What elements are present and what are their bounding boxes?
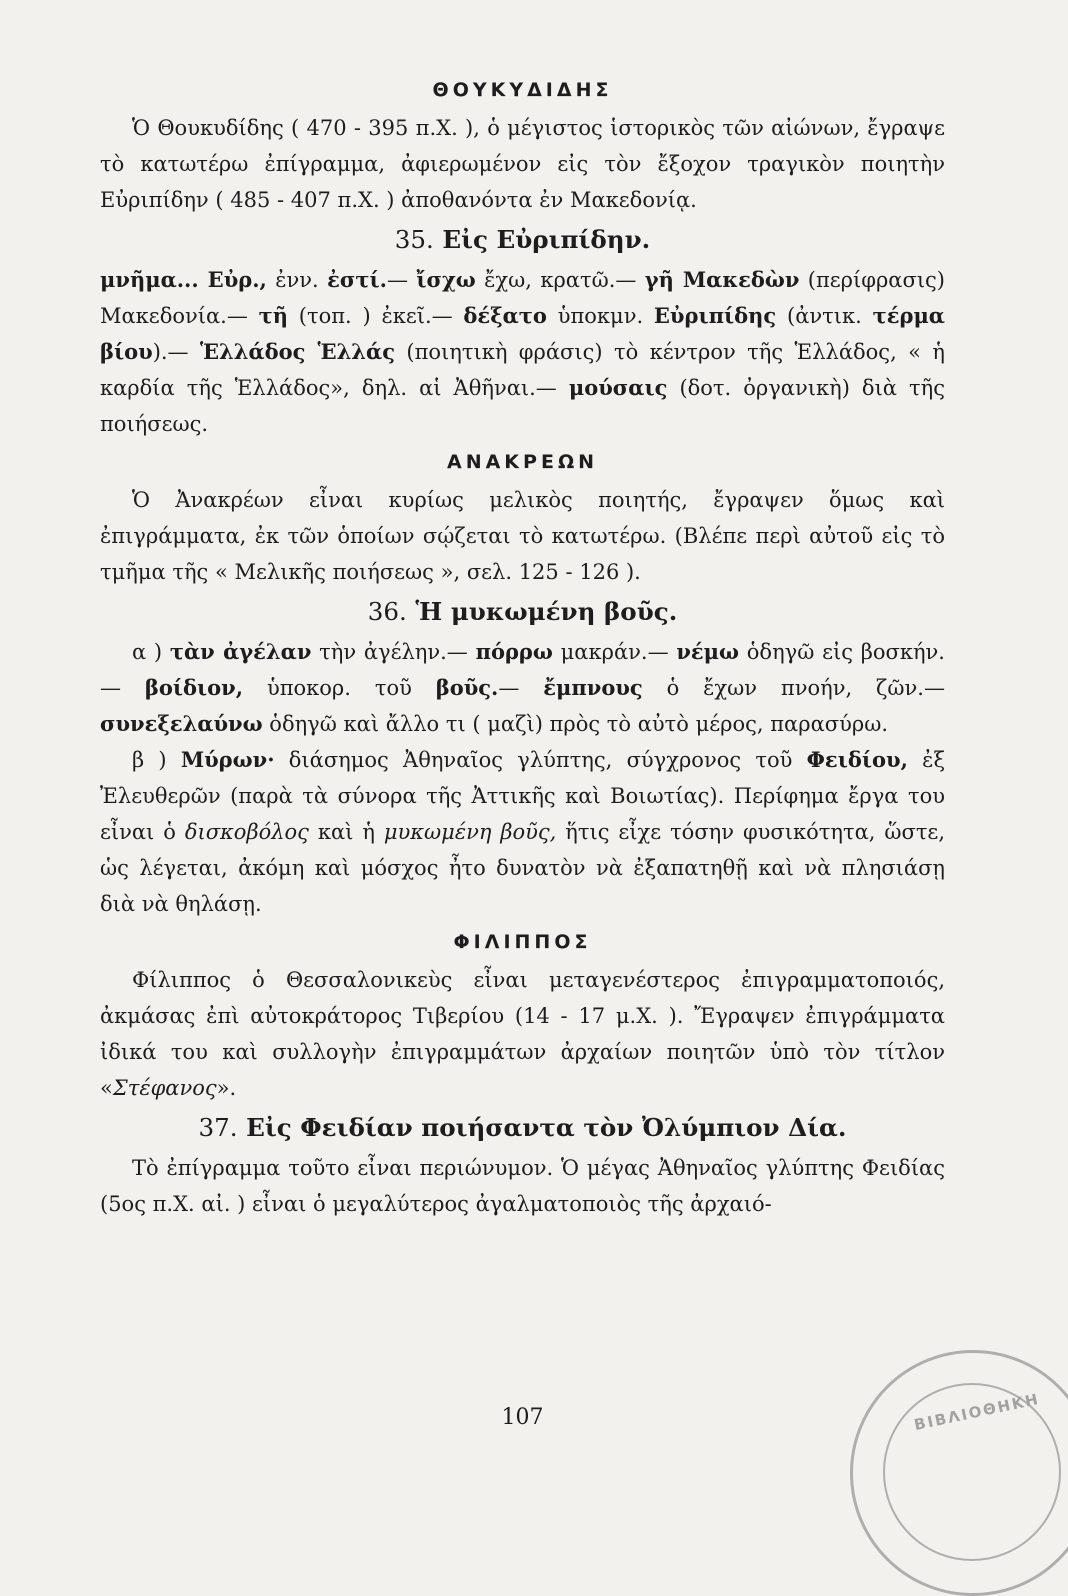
note-text: ὑποκορ. τοῦ: [243, 676, 436, 700]
epigram-number: 37.: [198, 1113, 238, 1142]
note-text: μακράν.—: [552, 640, 677, 664]
intro-paragraph-thucydides: Ὁ Θουκυδίδης ( 470 - 395 π.Χ. ), ὁ μέγιστος ἱστορικὸς τῶν αἰώνων, ἔγραψε τὸ κατωτέρω ἐπίγραμμα, ἀφιερωμένον εἰς τὸν ἔξοχον τραγικὸν ποιητὴν Εὐριπίδην ( 485 - 407 π.Χ. ) ἀποθανόντα ἐν Μακεδονίᾳ.: [100, 116, 945, 212]
stamp-text: ΒΙΒΛΙΟΘΗΚΗ: [912, 1389, 1042, 1435]
note-text: διάσημος Ἀθηναῖος γλύπτης, σύγχρονος τοῦ: [274, 748, 807, 772]
epigram-number: 36.: [367, 597, 407, 626]
note-text: τὴν ἀγέλην.—: [311, 640, 476, 664]
note-text: καὶ ἡ: [308, 820, 384, 844]
lemma-term: ἴσχω: [416, 267, 476, 292]
note-text: ὁδηγῶ εἰς βοσκήν.—: [100, 640, 945, 700]
lemma-term: Φειδίου,: [806, 747, 908, 772]
lemma-term: μνῆμα... Εὐρ.,: [100, 267, 267, 292]
note-text: ἥτις εἶχε τόσην φυσικότητα, ὥστε, ὡς λέγεται, ἀκόμη καὶ μόσχος ἦτο δυνατὸν νὰ ἐξαπατηθῇ καὶ νὰ πλησιάσῃ διὰ νὰ θηλάσῃ.: [100, 820, 945, 916]
note-text: ὁ ἔχων πνοήν, ζῶν.—: [642, 676, 945, 700]
lemma-term: δέξατο: [463, 303, 547, 328]
note-text: ἐνν.: [266, 268, 328, 292]
lemma-term: ἔμπνους: [543, 675, 643, 700]
note-text: (περίφρασις) Μακεδονία.—: [100, 268, 946, 328]
lemma-term: γῆ Μακεδὼν: [644, 267, 800, 292]
italic-term: δισκοβόλος: [184, 820, 309, 844]
epigram-number: 35.: [394, 225, 434, 254]
note-text: (τοπ. ) ἐκεῖ.—: [288, 304, 464, 328]
lemma-term: τέρμα βίου: [100, 303, 945, 364]
epigram-title-35: [100, 218, 945, 262]
intro-text-1: Φίλιππος ὁ Θεσσαλονικεὺς εἶναι μεταγενέστερος ἐπιγραμματοποιός, ἀκμάσας ἐπὶ αὐτοκράτορος Τιβερίου (14 - 17 μ.Χ. ). Ἔγραψεν ἐπιγράμματα ἰδικά του καὶ συλλογὴν ἐπιγραμμάτων ἀρχαίων ποιητῶν ὑπὸ τὸν τίτλον «: [100, 968, 945, 1100]
epigram-title-text: Εἰς Φειδίαν ποιήσαντα τὸν Ὀλύμπιον Δία.: [246, 1113, 847, 1142]
note-text: β ): [132, 748, 181, 772]
note-text: ).—: [152, 340, 200, 364]
epigram-title-37: [100, 1106, 945, 1150]
lemma-term: βοῦς.: [435, 675, 499, 700]
note-text: (δοτ. ὀργανικὴ) διὰ τῆς ποιήσεως.: [100, 376, 945, 436]
lemma-term: πόρρω: [475, 639, 553, 664]
intro-title-italic: Στέφανος: [112, 1076, 217, 1100]
note-text: —: [386, 268, 417, 292]
epigram-title-36: [100, 590, 945, 634]
note-text: ἐξ Ἐλευθερῶν (παρὰ τὰ σύνορα τῆς Ἀττικῆς καὶ Βοιωτίας). Περίφημα ἔργα του εἶναι ὁ: [100, 748, 946, 844]
lemma-term: Ἑλλάδος Ἑλλάς: [199, 339, 395, 364]
lemma-term: Μύρων·: [180, 747, 275, 772]
author-heading-anacreon: ΑΝΑΚΡΕΩΝ: [447, 451, 598, 473]
note-text: ὁδηγῶ καὶ ἄλλο τι ( μαζὶ) πρὸς τὸ αὐτὸ μέρος, παρασύρω.: [262, 712, 888, 736]
lemma-term: μούσαις: [568, 375, 668, 400]
epigram-title-text: Εἰς Εὐριπίδην.: [442, 225, 651, 254]
epigram-title-text: Ἡ μυκωμένη βοῦς.: [415, 597, 678, 626]
body-paragraph-37: Τὸ ἐπίγραμμα τοῦτο εἶναι περιώνυμον. Ὁ μέγας Ἀθηναῖος γλύπτης Φειδίας (5ος π.Χ. αἰ. ) εἶναι ὁ μεγαλύτερος ἀγαλματοποιὸς τῆς ἀρχαιό-: [100, 1156, 945, 1216]
note-text: (ἀντικ.: [776, 304, 873, 328]
note-text: —: [498, 676, 544, 700]
intro-paragraph-philippos: [100, 962, 945, 1106]
notes-paragraph-35: [100, 262, 945, 442]
document-page: [100, 70, 945, 1470]
lemma-term: τῆ: [258, 303, 289, 328]
note-text: α ): [132, 640, 170, 664]
lemma-term: ἐστί.: [327, 267, 387, 292]
note-text: ἔχω, κρατῶ.—: [475, 268, 645, 292]
intro-text-2: ».: [216, 1076, 237, 1100]
intro-paragraph-anacreon: Ὁ Ἀνακρέων εἶναι κυρίως μελικὸς ποιητής, ἔγραψεν ὅμως καὶ ἐπιγράμματα, ἐκ τῶν ὁποίων σῴζεται τὸ κατωτέρω. (Βλέπε περὶ αὐτοῦ εἰς τὸ τμῆμα τῆς « Μελικῆς ποιήσεως », σελ. 125 - 126 ).: [100, 488, 945, 584]
lemma-term: συνεξελαύνω: [100, 711, 263, 736]
notes-paragraph-36b: [100, 742, 945, 922]
author-heading-philippos: ΦΙΛΙΠΠΟΣ: [453, 931, 592, 953]
page-number: 107: [501, 1405, 544, 1430]
notes-paragraph-36a: [100, 634, 945, 742]
italic-term: μυκωμένη βοῦς,: [383, 820, 557, 844]
note-text: ὑποκμν.: [546, 304, 654, 328]
author-heading-thucydides: ΘΟΥΚΥΔΙΔΗΣ: [432, 79, 613, 101]
lemma-term: νέμω: [676, 639, 740, 664]
lemma-term: Εὐριπίδης: [653, 303, 777, 328]
lemma-term: τὰν ἀγέλαν: [169, 639, 312, 664]
note-text: (ποιητικὴ φράσις) τὸ κέντρον τῆς Ἑλλάδος, « ἡ καρδία τῆς Ἑλλάδος», δηλ. αἱ Ἀθῆναι.—: [100, 340, 945, 400]
lemma-term: βοίδιον,: [144, 675, 244, 700]
